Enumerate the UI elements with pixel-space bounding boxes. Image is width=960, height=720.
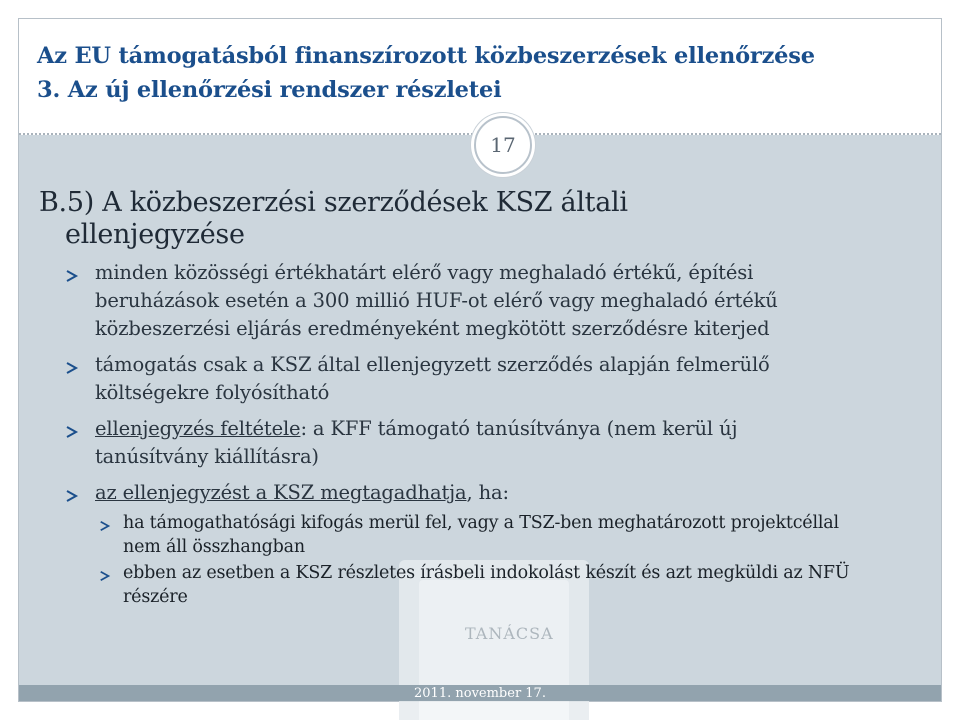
bullet-4-line-1	[95, 481, 509, 504]
sub-bullet-2-line-1: ebben az esetben a KSZ részletes írásbeli indokolást készít és azt megküldi az NFÜ	[123, 563, 850, 583]
section-heading-line-1: B.5) A közbeszerzési szerződések KSZ általi	[39, 187, 628, 218]
sub-bullet-1-line-1: ha támogathatósági kifogás merül fel, vagy a TSZ-ben meghatározott projektcéllal	[123, 513, 839, 533]
bullet-3-line-1	[95, 417, 737, 440]
bullet-3-rest: : a KFF támogató tanúsítványa (nem kerül új	[300, 417, 738, 440]
bullet-1-line-3: közbeszerzési eljárás eredményeként megkötött szerződésre kiterjed	[95, 317, 770, 340]
arrow-sub-bullet-icon	[99, 520, 111, 532]
slide	[18, 18, 942, 702]
slide-title-line-2: 3. Az új ellenőrzési rendszer részletei	[37, 77, 502, 103]
sub-bullet-2-line-2: részére	[123, 587, 188, 607]
slide-title-line-1: Az EU támogatásból finanszírozott közbeszerzések ellenőrzése	[37, 43, 815, 69]
bullet-2-line-1: támogatás csak a KSZ által ellenjegyzett szerződés alapján felmerülő	[95, 353, 770, 376]
arrow-bullet-icon	[65, 425, 79, 439]
bullet-2-line-2: költségekre folyósítható	[95, 381, 330, 404]
bullet-1-line-1: minden közösségi értékhatárt elérő vagy meghaladó értékű, építési	[95, 261, 754, 284]
bullet-3-underlined: ellenjegyzés feltétele	[95, 417, 301, 440]
bullet-4-underlined: az ellenjegyzést a KSZ megtagadhatja	[95, 481, 467, 504]
bullet-1-line-2: beruházások esetén a 300 millió HUF-ot elérő vagy meghaladó értékű	[95, 289, 778, 312]
bullet-4-rest: , ha:	[466, 481, 509, 504]
arrow-bullet-icon	[65, 489, 79, 503]
page-number-badge: 17	[474, 116, 532, 174]
footer-date: 2011. november 17.	[414, 685, 546, 701]
section-heading-line-2: ellenjegyzése	[65, 219, 245, 250]
arrow-bullet-icon	[65, 361, 79, 375]
background-sign-text: TANÁCSA	[465, 624, 554, 643]
footer-bar	[19, 685, 941, 701]
content-panel	[19, 135, 941, 685]
arrow-bullet-icon	[65, 269, 79, 283]
sub-bullet-1-line-2: nem áll összhangban	[123, 537, 305, 557]
arrow-sub-bullet-icon	[99, 570, 111, 582]
title-area	[19, 19, 941, 135]
bullet-3-line-2: tanúsítvány kiállításra)	[95, 445, 319, 468]
